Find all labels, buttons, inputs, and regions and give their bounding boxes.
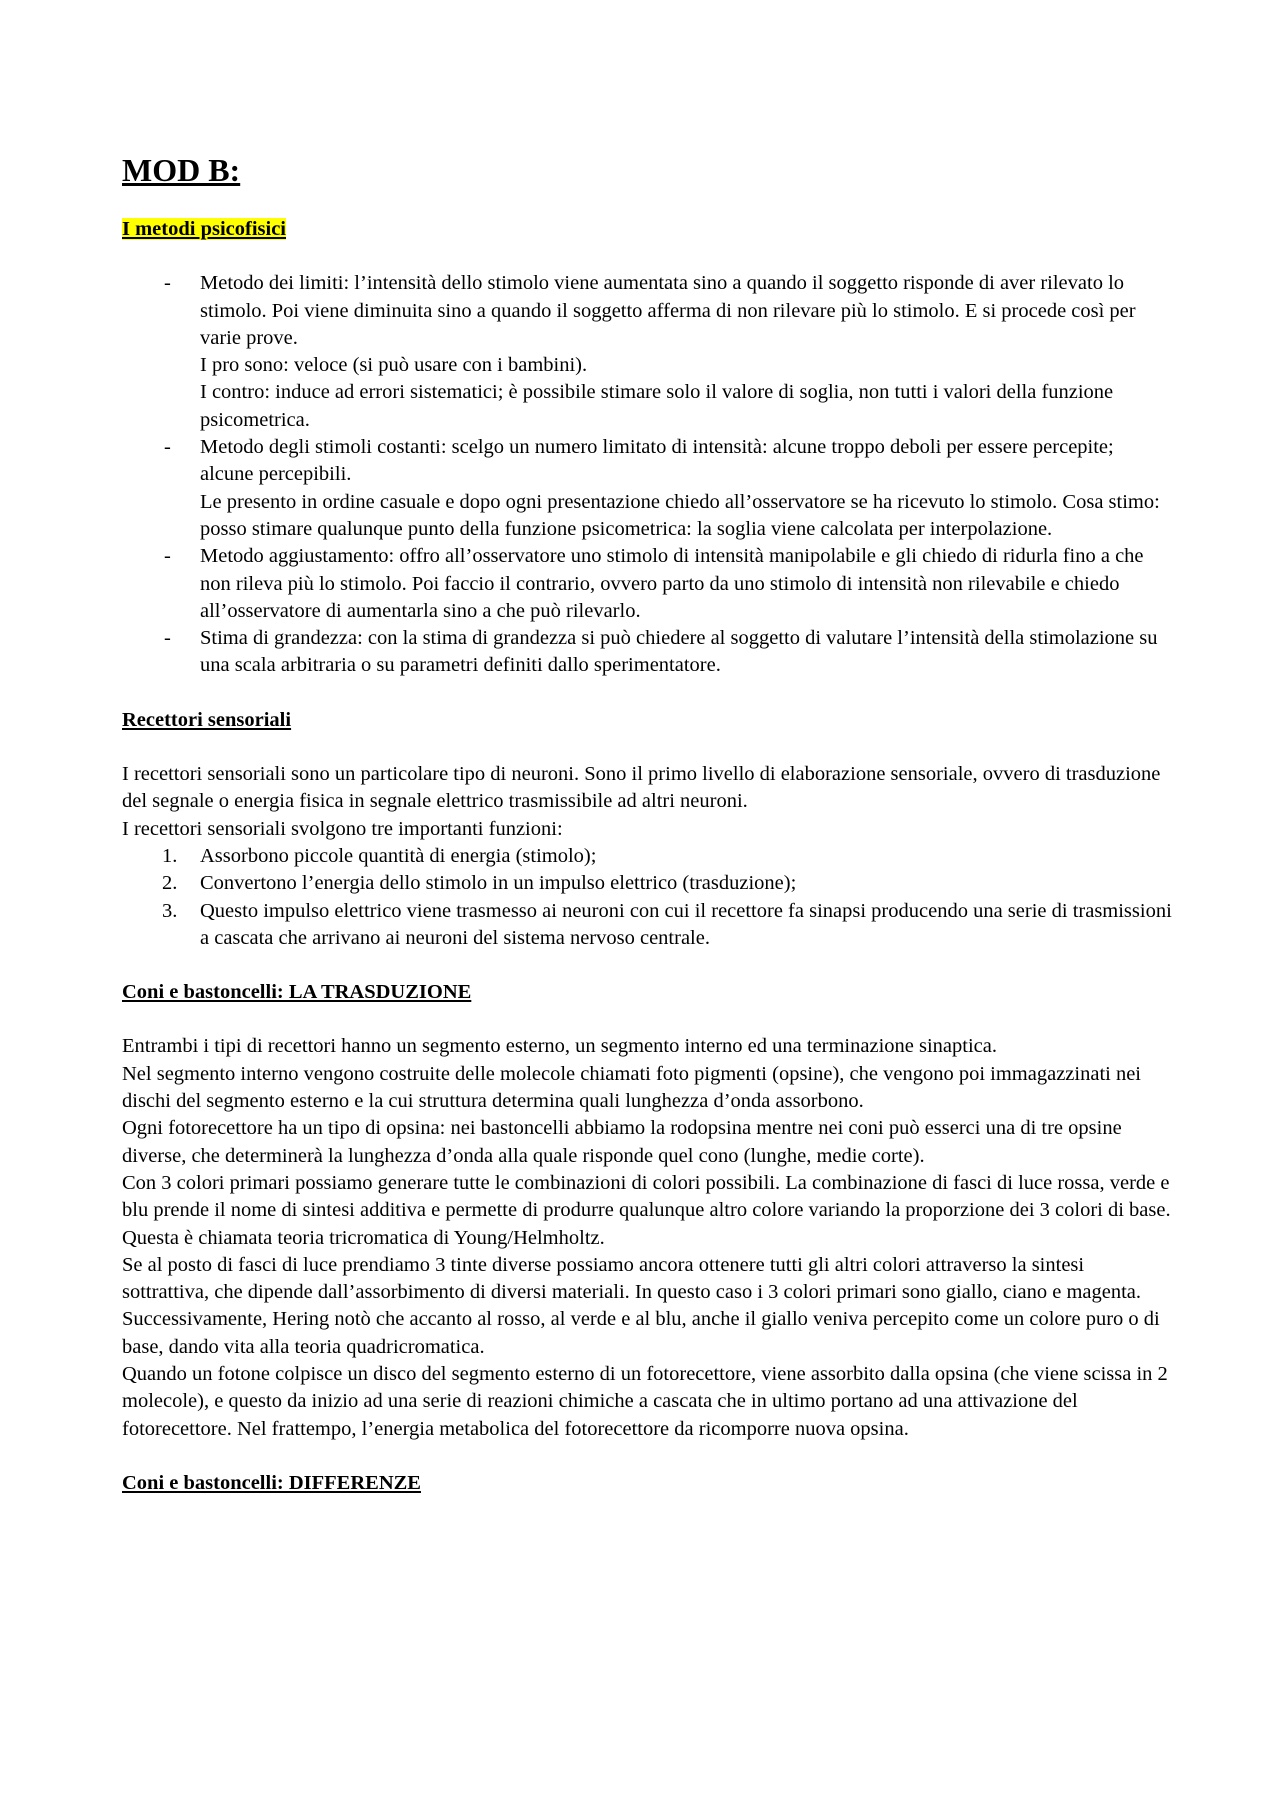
section-heading-transduction: Coni e bastoncelli: LA TRASDUZIONE (122, 981, 472, 1004)
list-item-method-constant-stimuli (122, 434, 1172, 543)
list-item-magnitude-estimation (122, 625, 1172, 680)
list-item-text: Metodo degli stimoli costanti: scelgo un numero limitato di intensità: alcune troppo deboli per essere percepite; alcune percepibili. (200, 436, 1114, 486)
list-item-text: Assorbono piccole quantità di energia (stimolo); (200, 844, 597, 867)
list-number-marker: 1. (162, 844, 178, 867)
list-item (122, 870, 1172, 897)
paragraph: Entrambi i tipi di recettori hanno un segmento esterno, un segmento interno ed una terminazione sinaptica. (122, 1035, 997, 1058)
list-item-text: Questo impulso elettrico viene trasmesso ai neuroni con cui il recettore fa sinapsi producendo una serie di trasmissioni a cascata che arrivano ai neuroni del sistema nervoso centrale. (200, 899, 1172, 949)
paragraph: Con 3 colori primari possiamo generare tutte le combinazioni di colori possibili. La combinazione di fasci di luce rossa, verde e blu prende il nome di sintesi additiva e permette di produrre qualunque altro colore variando la proporzione dei 3 colori di base. Questa è chiamata teoria tricromatica di Young/Helmholtz. (122, 1171, 1171, 1249)
list-number-marker: 2. (162, 872, 178, 895)
paragraph: Nel segmento interno vengono costruite delle molecole chiamati foto pigmenti (opsine), che vengono poi immagazzinati nei dischi del segmento esterno e la cui struttura determina quali lunghezza d’onda assorbono. (122, 1062, 1142, 1113)
list-dash-marker: - (164, 272, 171, 295)
document-title: MOD B: (122, 152, 241, 188)
list-item (122, 898, 1172, 953)
section-heading-receptors: Recettori sensoriali (122, 708, 292, 731)
list-number-marker: 3. (162, 899, 178, 922)
paragraph: Quando un fotone colpisce un disco del segmento esterno di un fotorecettore, viene assorbito dalla opsina (che viene scissa in 2 molecole), e questo da inizio ad una serie di reazioni chimiche a cascata che in ultimo portano ad una attivazione del fotorecettore. Nel frattempo, l’energia metabolica del fotorecettore da ricomporre nuova opsina. (122, 1362, 1168, 1440)
list-item-text: Le presento in ordine casuale e dopo ogni presentazione chiedo all’osservatore se ha ricevuto lo stimolo. Cosa stimo: posso stimare qualunque punto della funzione psicometrica: la soglia viene calcolata per interpolazione. (200, 490, 1160, 540)
list-item-text: Convertono l’energia dello stimolo in un impulso elettrico (trasduzione); (200, 872, 797, 895)
receptors-intro-paragraph: I recettori sensoriali sono un particolare tipo di neuroni. Sono il primo livello di elaborazione sensoriale, ovvero di trasduzione del segnale o energia fisica in segnale elettrico trasmissibile ad altri neuroni. (122, 763, 1161, 813)
receptor-functions-list (122, 843, 1172, 952)
highlighted-heading-text: I metodi psicofisici (122, 218, 286, 240)
list-item-text: I contro: induce ad errori sistematici; è possibile stimare solo il valore di soglia, non tutti i valori della funzione psicometrica. (200, 381, 1114, 431)
list-item-text: I pro sono: veloce (si può usare con i bambini). (200, 354, 588, 377)
document-page (122, 150, 1172, 1497)
list-item (122, 843, 1172, 870)
list-item-text: Metodo dei limiti: l’intensità dello stimolo viene aumentata sino a quando il soggetto risponde di aver rilevato lo stimolo. Poi viene diminuita sino a quando il soggetto afferma di non rilevare più lo stimolo. E si procede così per varie prove. (200, 272, 1136, 349)
list-dash-marker: - (164, 627, 171, 650)
list-item-method-limits (122, 270, 1172, 434)
section-heading-differences: Coni e bastoncelli: DIFFERENZE (122, 1471, 421, 1494)
receptors-functions-lead: I recettori sensoriali svolgono tre importanti funzioni: (122, 817, 563, 840)
paragraph: Successivamente, Hering notò che accanto al rosso, al verde e al blu, anche il giallo veniva percepito come un colore puro o di base, dando vita alla teoria quadricromatica. (122, 1308, 1160, 1358)
paragraph: Ogni fotorecettore ha un tipo di opsina: nei bastoncelli abbiamo la rodopsina mentre nei coni può esserci una di tre opsine diverse, che determinerà la lunghezza d’onda alla quale risponde quel cono (lunghe, medie corte). (122, 1117, 1122, 1167)
paragraph: Se al posto di fasci di luce prendiamo 3 tinte diverse possiamo ancora ottenere tutti gli altri colori attraverso la sintesi sottrattiva, che dipende dall’assorbimento di diversi materiali. In questo caso i 3 colori primari sono giallo, ciano e magenta. (122, 1253, 1142, 1304)
list-dash-marker: - (164, 436, 171, 459)
list-item-text: Stima di grandezza: con la stima di grandezza si può chiedere al soggetto di valutare l’intensità della stimolazione su una scala arbitraria o su parametri definiti dallo sperimentatore. (200, 627, 1158, 677)
section-heading-psychophysics (122, 216, 1172, 243)
list-item-method-adjustment (122, 543, 1172, 625)
psychophysics-methods-list (122, 270, 1172, 679)
list-item-text: Metodo aggiustamento: offro all’osservatore uno stimolo di intensità manipolabile e gli chiedo di ridurla fino a che non rileva più lo stimolo. Poi faccio il contrario, ovvero parto da uno stimolo di intensità non rilevabile e chiedo all’osservatore di aumentarla sino a che può rilevarlo. (200, 545, 1144, 622)
list-dash-marker: - (164, 545, 171, 568)
